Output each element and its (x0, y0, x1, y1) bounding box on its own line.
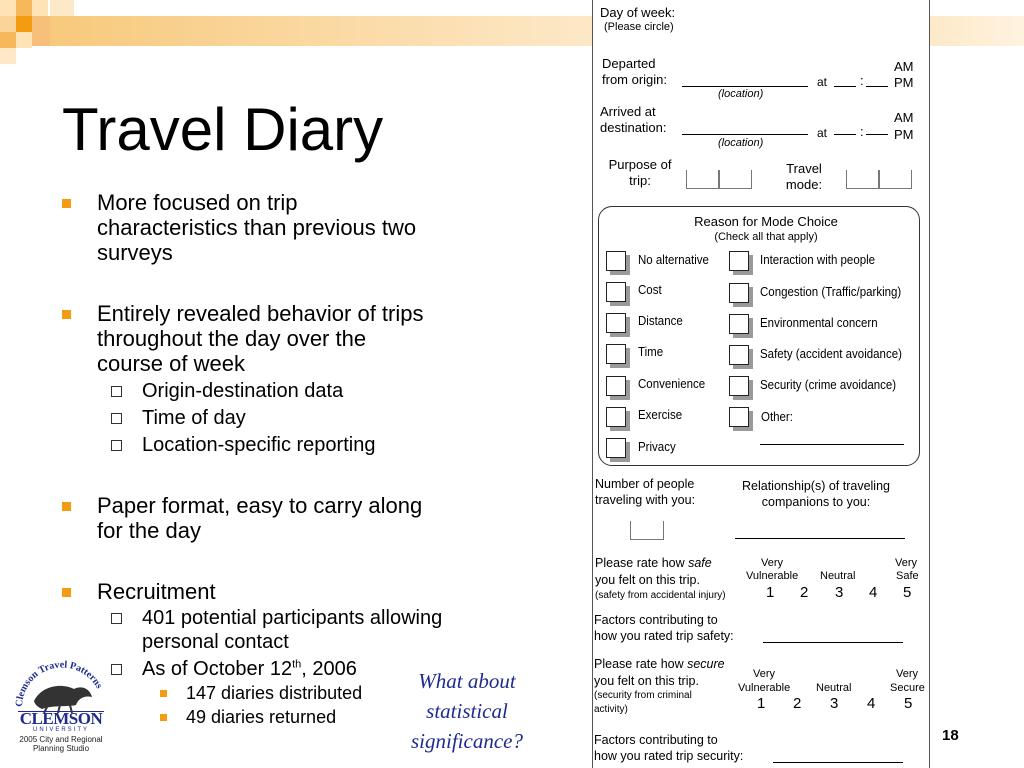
clemson-logo (12, 655, 110, 755)
bullet-item (62, 493, 502, 543)
factors-safety-field[interactable] (763, 642, 903, 643)
reason-label: Time (638, 345, 664, 359)
relationship-field[interactable] (735, 538, 905, 539)
safe-rating-label (595, 555, 712, 571)
sub-bullet-item (62, 406, 502, 430)
sub-bullet-marker (111, 613, 122, 624)
other-reason-field[interactable] (760, 444, 904, 445)
decor-square (0, 0, 16, 16)
safe-rating-line2: you felt on this trip. (595, 573, 700, 587)
bullet-item (62, 579, 502, 604)
time-colon: : (860, 73, 864, 88)
superscript: th (292, 658, 302, 671)
distance-checkbox[interactable] (606, 313, 626, 333)
reason-label: Exercise (638, 408, 683, 422)
scale-secure-label: Secure (890, 682, 925, 694)
decor-square (50, 0, 74, 16)
relationship-label-line: Relationship(s) of traveling (742, 479, 890, 493)
factors-safety-label-line: Factors contributing to (594, 613, 718, 627)
question-line: significance? (411, 729, 523, 753)
bullet-marker (62, 588, 71, 597)
travel-mode-code-box[interactable] (846, 170, 880, 189)
bullet-text: course of week (97, 351, 245, 376)
bullet-text: for the day (97, 518, 201, 543)
secure-word: secure (687, 657, 725, 671)
interaction-checkbox[interactable] (729, 251, 749, 271)
safe-rating-5[interactable]: 5 (903, 584, 912, 601)
departed-label (602, 56, 667, 88)
safe-word: safe (688, 556, 712, 570)
logo-arc-text: Clemson Travel Patterns (13, 659, 105, 708)
sub-bullet-marker (111, 413, 122, 424)
question-line: What about (418, 669, 516, 693)
reason-label: Environmental concern (760, 316, 878, 330)
safe-rating-4[interactable]: 4 (869, 584, 878, 601)
secure-rating-2[interactable]: 2 (793, 695, 802, 712)
bullet-text: characteristics than previous two (97, 215, 417, 240)
decor-square (0, 32, 16, 48)
arrived-label-line: Arrived at (600, 104, 656, 119)
arrived-label-line: destination: (600, 120, 667, 135)
location-caption: (location) (718, 88, 764, 100)
decor-square (16, 32, 32, 48)
cost-checkbox[interactable] (606, 282, 626, 302)
header-bar (50, 16, 600, 46)
secure-rating-1[interactable]: 1 (757, 695, 766, 712)
safe-rating-text: Please rate how (595, 556, 689, 570)
sub-bullet-marker (111, 664, 122, 675)
sub-bullet-text: As of October 12 (142, 658, 293, 680)
arrive-pm-option[interactable]: PM (894, 127, 914, 142)
relationship-label (726, 478, 906, 510)
scale-very-label: Very (761, 557, 784, 569)
logo-subname: UNIVERSITY (32, 727, 89, 733)
arrived-label (600, 104, 667, 136)
secure-rating-4[interactable]: 4 (867, 695, 876, 712)
page-number: 18 (942, 727, 959, 744)
scale-neutral-label: Neutral (820, 570, 856, 582)
reason-for-mode-choice-box (598, 206, 920, 466)
bullet-marker (62, 502, 71, 511)
congestion-checkbox[interactable] (729, 283, 749, 303)
decor-square (0, 16, 16, 32)
bullet-item (62, 301, 502, 376)
decor-square (16, 0, 32, 16)
sub-sub-bullet-marker (160, 714, 167, 721)
bullet-marker (62, 199, 71, 208)
secure-note-line: (security from criminal (594, 690, 692, 701)
security-checkbox[interactable] (729, 376, 749, 396)
purpose-code-box[interactable] (718, 170, 752, 189)
sub-bullet-text: Time of day (142, 407, 246, 429)
scale-very-label: Very (896, 668, 919, 680)
relationship-label-line: companions to you: (761, 495, 871, 509)
scale-vulnerable-label: Vulnerable (746, 570, 799, 582)
question-text (404, 666, 530, 756)
departed-label-line: from origin: (602, 72, 668, 87)
reason-label: Other: (761, 410, 793, 424)
decor-square (0, 48, 16, 64)
reason-label: Cost (638, 283, 662, 297)
num-people-box[interactable] (630, 521, 664, 540)
day-of-week-label: Day of week: (600, 5, 676, 20)
convenience-checkbox[interactable] (606, 376, 626, 396)
sub-bullet-item (62, 379, 502, 403)
secure-rating-text: Please rate how (594, 657, 688, 671)
purpose-label-line: Purpose of (608, 157, 672, 172)
depart-pm-option[interactable]: PM (894, 75, 914, 90)
factors-safety-label-line: how you rated trip safety: (594, 629, 734, 643)
secure-note-line: activity) (594, 704, 628, 715)
logo-caption-line: Planning Studio (32, 744, 90, 753)
secure-rating-3[interactable]: 3 (830, 695, 839, 712)
question-line: statistical (426, 699, 508, 723)
secure-rating-label (594, 656, 725, 672)
header-bar-right (930, 16, 1024, 46)
bullet-text: Recruitment (97, 579, 216, 604)
travel-mode-label-line: Travel (786, 161, 822, 176)
logo-caption-line: 2005 City and Regional (19, 735, 103, 744)
safe-rating-1[interactable]: 1 (766, 584, 775, 601)
departed-label-line: Departed (602, 56, 656, 71)
scale-very-label: Very (753, 668, 776, 680)
factors-security-label-line: Factors contributing to (594, 733, 718, 747)
num-people-label (595, 476, 695, 508)
purpose-code-box[interactable] (686, 170, 720, 189)
sub-bullet-text: , 2006 (301, 658, 357, 680)
factors-security-label (594, 732, 743, 764)
sub-sub-bullet-text: 49 diaries returned (186, 707, 337, 727)
sub-bullet-marker (111, 440, 122, 451)
decor-square (32, 16, 50, 46)
destination-location-field[interactable] (682, 134, 808, 135)
safety-checkbox[interactable] (729, 345, 749, 365)
bullet-marker (62, 310, 71, 319)
secure-rating-note (594, 689, 692, 717)
purpose-label (603, 157, 677, 189)
sub-bullet-text: Location-specific reporting (142, 434, 376, 456)
reason-label: Interaction with people (760, 253, 876, 267)
reason-label: Safety (accident avoidance) (760, 347, 902, 361)
scale-safe-label: Safe (896, 570, 919, 582)
exercise-checkbox[interactable] (606, 407, 626, 427)
at-label: at (817, 75, 828, 89)
reason-label: Convenience (638, 377, 706, 391)
time-checkbox[interactable] (606, 344, 626, 364)
safe-rating-note: (safety from accidental injury) (595, 590, 726, 601)
bullet-text: throughout the day over the (97, 326, 367, 351)
bullet-text: Entirely revealed behavior of trips (97, 301, 424, 326)
reason-label: No alternative (638, 253, 709, 267)
sub-bullet-text: 401 potential participants allowing (142, 607, 443, 629)
arrive-hour-field[interactable] (834, 134, 856, 135)
environmental-checkbox[interactable] (729, 314, 749, 334)
scale-very-label: Very (895, 557, 918, 569)
logo-name: CLEMSON (19, 709, 103, 728)
at-label: at (817, 126, 828, 140)
privacy-checkbox[interactable] (606, 438, 626, 458)
other-checkbox[interactable] (729, 407, 749, 427)
origin-location-field[interactable] (682, 86, 808, 87)
reason-label: Privacy (638, 440, 676, 454)
depart-minute-field[interactable] (866, 86, 888, 87)
time-colon: : (860, 124, 864, 139)
sub-sub-bullet-text: 147 diaries distributed (186, 683, 363, 703)
purpose-label-line: trip: (629, 173, 651, 188)
travel-mode-code-box[interactable] (878, 170, 912, 189)
scale-neutral-label: Neutral (816, 682, 852, 694)
safe-rating-3[interactable]: 3 (835, 584, 844, 601)
logo-caption (12, 735, 110, 753)
travel-mode-label-line: mode: (785, 177, 823, 192)
factors-safety-label (594, 612, 734, 644)
location-caption: (location) (718, 137, 764, 149)
sub-bullet-text: personal contact (142, 631, 289, 653)
decor-square (32, 0, 48, 16)
factors-security-field[interactable] (773, 762, 903, 763)
sub-bullet-text: Origin-destination data (142, 380, 344, 402)
bullet-text: More focused on trip (97, 190, 298, 215)
reason-title: Reason for Mode Choice (694, 214, 838, 229)
bullet-list (62, 190, 502, 729)
sub-bullet-item (62, 606, 502, 654)
secure-rating-5[interactable]: 5 (904, 695, 913, 712)
bullet-text: surveys (97, 240, 173, 265)
bullet-item (62, 190, 502, 265)
bullet-text: Paper format, easy to carry along (97, 493, 423, 518)
sub-bullet-marker (111, 386, 122, 397)
sub-bullet-item (62, 433, 502, 457)
scale-vulnerable-label: Vulnerable (738, 682, 791, 694)
arrive-am-option[interactable]: AM (894, 110, 914, 125)
slide-title: Travel Diary (62, 96, 384, 163)
reason-label: Distance (638, 314, 683, 328)
no-alternative-checkbox[interactable] (606, 251, 626, 271)
factors-security-label-line: how you rated trip security: (594, 749, 744, 763)
decor-square (16, 16, 32, 32)
arrive-minute-field[interactable] (866, 134, 888, 135)
depart-am-option[interactable]: AM (894, 59, 914, 74)
reason-label: Security (crime avoidance) (760, 378, 897, 392)
num-people-label-line: Number of people (595, 477, 695, 491)
secure-rating-line2: you felt on this trip. (594, 674, 699, 688)
num-people-label-line: traveling with you: (595, 493, 696, 507)
reason-label: Congestion (Traffic/parking) (760, 285, 902, 299)
please-circle-note: (Please circle) (604, 21, 674, 33)
reason-subtitle: (Check all that apply) (714, 231, 818, 243)
safe-rating-2[interactable]: 2 (800, 584, 809, 601)
travel-mode-label (774, 161, 834, 193)
depart-hour-field[interactable] (834, 86, 856, 87)
sub-sub-bullet-marker (160, 690, 167, 697)
